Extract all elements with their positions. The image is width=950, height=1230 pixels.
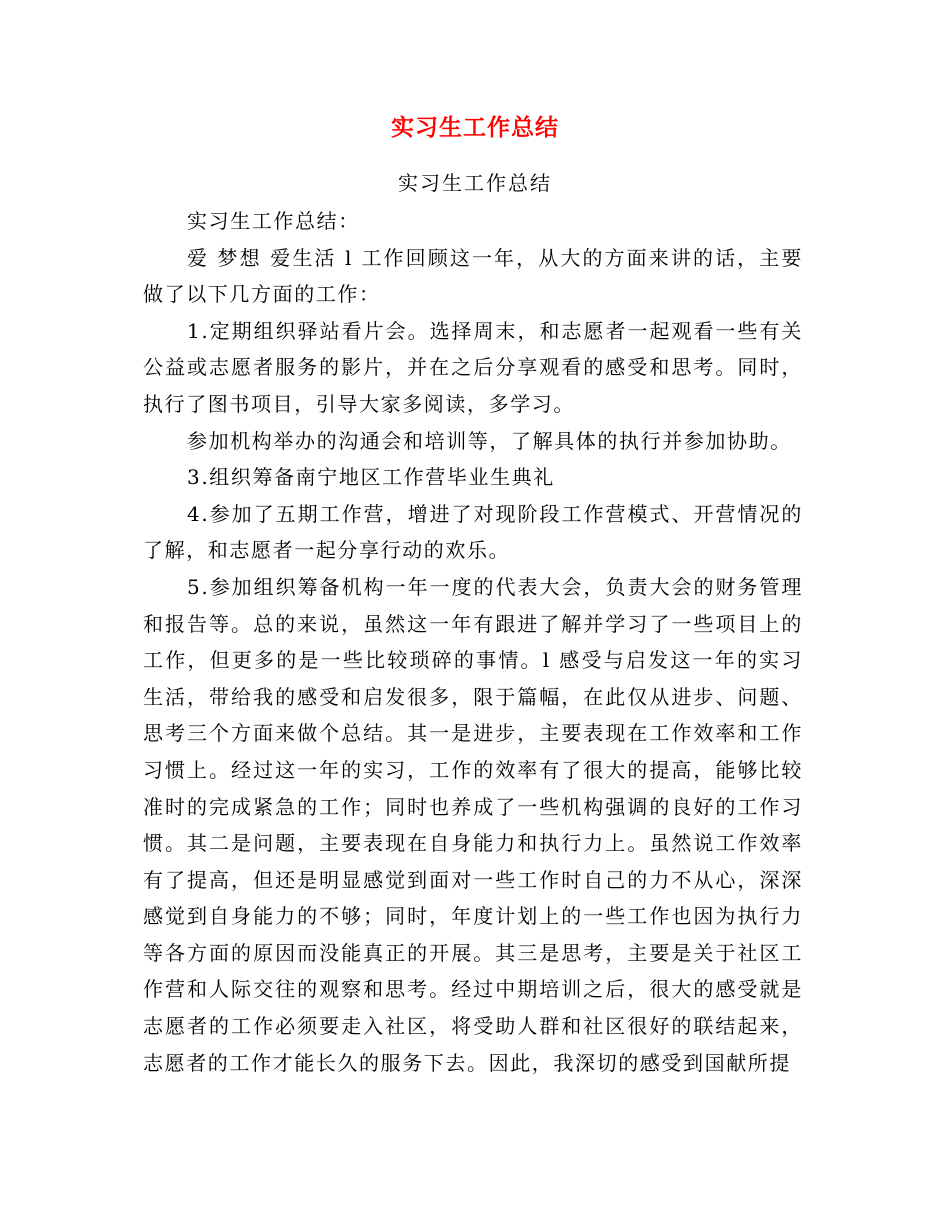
paragraph-work-review: 爱 梦想 爱生活 l 工作回顾这一年，从大的方面来讲的话，主要做了以下几方面的工作： [143,245,803,307]
document-title: 实习生工作总结 [391,114,559,141]
paragraph-item-5: 5.参加组织筹备机构一年一度的代表大会，负责大会的财务管理和报告等。总的来说，虽然这一年有跟进了解并学习了一些项目上的工作，但更多的是一些比较琐碎的事情。l 感受与启发这一年的实习生活，带给我的感受和启发很多，限于篇幅，在此仅从进步、问题、思考三个方面来做个总结。其一是进步，主要表现在工作效率和工作习惯上。经过这一年的实习，工作的效率有了很大的提高，能够比较准时的完成紧急的工作；同时也养成了一些机构强调的良好的工作习惯。其二是问题，主要表现在自身能力和执行力上。虽然说工作效率有了提高，但还是明显感觉到面对一些工作时自己的力不从心，深深感觉到自身能力的不够；同时，年度计划上的一些工作也因为执行力等各方面的原因而没能真正的开展。其三是思考，主要是关于社区工作营和人际交往的观察和思考。经过中期培训之后，很大的感受就是志愿者的工作必须要走入社区，将受助人群和社区很好的联结起来，志愿者的工作才能长久的服务下去。因此，我深切的感受到国献所提 [143,574,803,1075]
paragraph-item-4: 4.参加了五期工作营，增进了对现阶段工作营模式、开营情况的了解，和志愿者一起分享行动的欢乐。 [143,501,803,563]
paragraph-item-2: 参加机构举办的沟通会和培训等，了解具体的执行并参加协助。 [187,428,792,453]
paragraph-heading: 实习生工作总结： [187,209,360,233]
document-subtitle: 实习生工作总结 [398,171,552,195]
document-body [143,203,803,1081]
paragraph-item-3: 3.组织筹备南宁地区工作营毕业生典礼 [187,465,555,490]
paragraph-item-1: 1.定期组织驿站看片会。选择周末，和志愿者一起观看一些有关公益或志愿者服务的影片，并在之后分享观看的感受和思考。同时，执行了图书项目，引导大家多阅读，多学习。 [143,318,803,416]
